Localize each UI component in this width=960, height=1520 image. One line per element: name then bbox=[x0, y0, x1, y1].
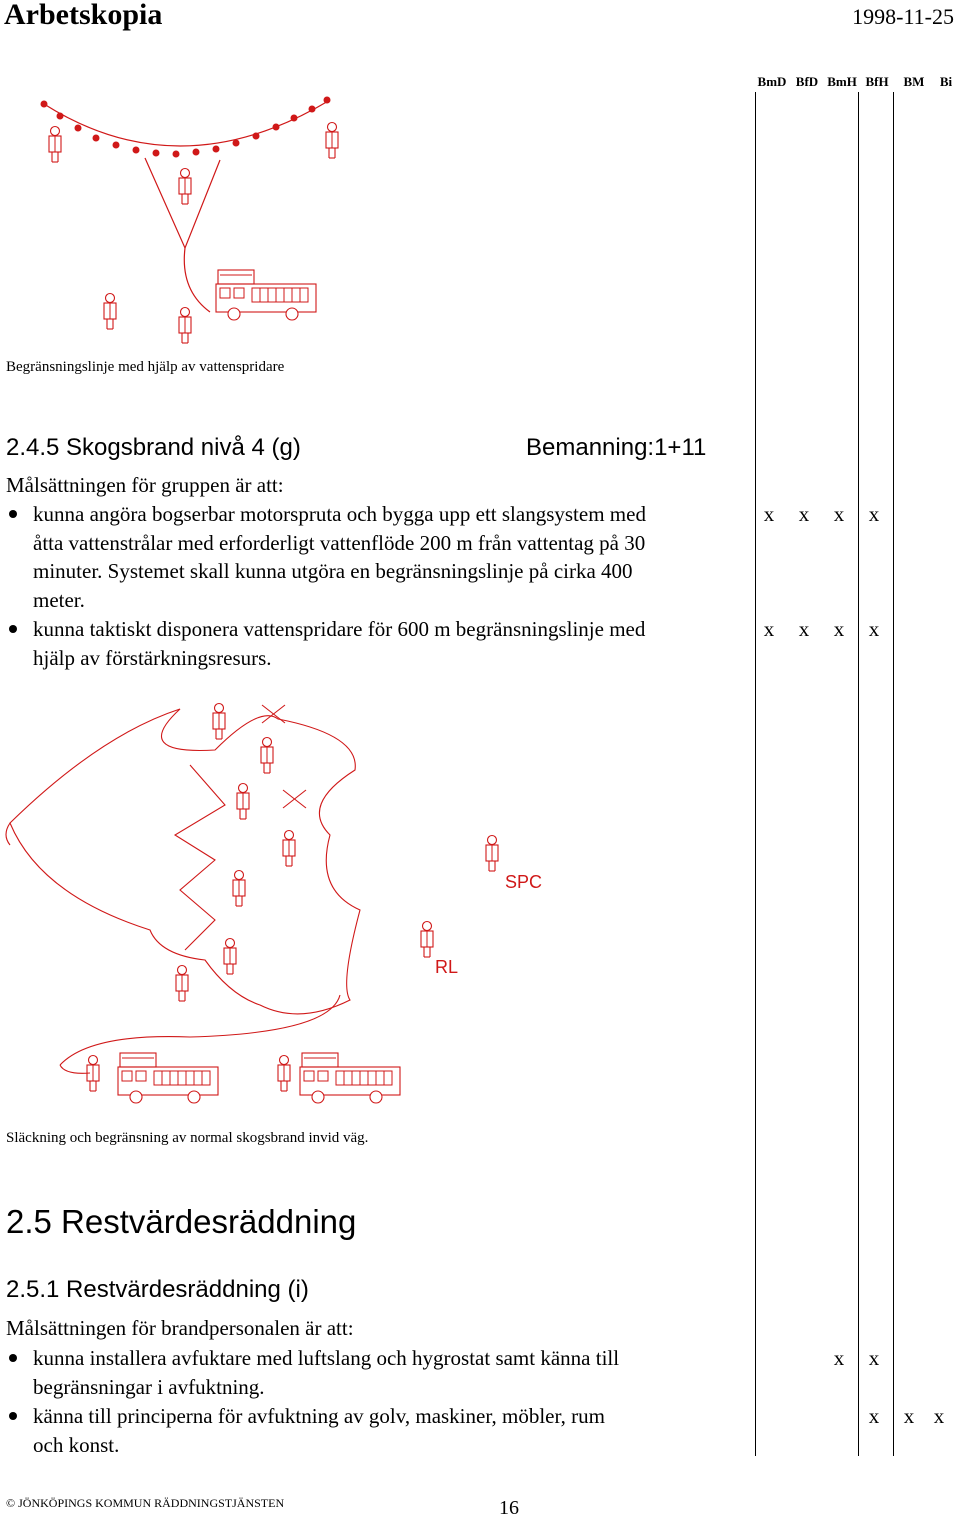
mark-bfd: x bbox=[798, 502, 810, 526]
section-heading: 2.4.5 Skogsbrand nivå 4 (g) bbox=[6, 434, 301, 461]
goal-intro: Målsättningen för gruppen är att: bbox=[6, 473, 284, 497]
hose-line bbox=[44, 100, 330, 146]
column-divider bbox=[893, 92, 894, 1456]
mark-bfd: x bbox=[798, 617, 810, 641]
rl-label: RL bbox=[435, 957, 459, 977]
mark-bfh: x bbox=[868, 617, 880, 641]
document-date: 1998-11-25 bbox=[852, 4, 954, 29]
spc-label: SPC bbox=[505, 872, 543, 892]
person-icon bbox=[486, 836, 498, 872]
person-icon bbox=[104, 294, 116, 330]
section-heading: 2.5.1 Restvärdesräddning (i) bbox=[6, 1276, 309, 1303]
bullet-icon bbox=[9, 625, 17, 633]
column-header-bfd: BfD bbox=[795, 74, 819, 89]
column-header-bfh: BfH bbox=[865, 74, 889, 89]
column-header-bm: BM bbox=[903, 74, 925, 89]
staffing-label: Bemanning:1+11 bbox=[526, 434, 707, 461]
fire-truck-icon bbox=[216, 270, 316, 320]
person-icon bbox=[261, 738, 273, 774]
forest-fire-diagram bbox=[0, 695, 560, 1115]
column-header-bmh: BmH bbox=[827, 74, 857, 89]
person-icon bbox=[49, 127, 61, 163]
person-icon bbox=[278, 1056, 290, 1092]
mark-bmd: x bbox=[763, 617, 775, 641]
mark-bmh: x bbox=[833, 617, 845, 641]
sprinkler-icon bbox=[41, 97, 331, 158]
mark-bmd: x bbox=[763, 502, 775, 526]
mark-bi: x bbox=[933, 1404, 945, 1428]
person-icon bbox=[179, 308, 191, 344]
person-icon bbox=[421, 922, 433, 958]
goal-intro: Målsättningen för brandpersonalen är att: bbox=[6, 1316, 354, 1340]
fire-truck-icon bbox=[300, 1053, 400, 1103]
page-number: 16 bbox=[499, 1497, 519, 1519]
goal-item: kunna angöra bogserbar motorspruta och bygga upp ett slangsystem med åtta vattenstrålar med erforderligt vattenflöde 200 m från vattentag på 30 minuter. Systemet skall kunna utgöra en begränsningslinje på cirka 400 meter. bbox=[33, 502, 646, 612]
mark-bm: x bbox=[903, 1404, 915, 1428]
mark-bfh: x bbox=[868, 1346, 880, 1370]
goal-item: kunna taktiskt disponera vattenspridare för 600 m begränsningslinje med hjälp av förstärkningsresurs. bbox=[33, 617, 646, 670]
sprinkler-boundary-diagram bbox=[30, 90, 360, 350]
person-icon bbox=[213, 704, 225, 740]
person-icon bbox=[326, 123, 338, 159]
person-icon bbox=[176, 966, 188, 1002]
hose-line bbox=[175, 765, 225, 950]
bullet-icon bbox=[9, 1412, 17, 1420]
bullet-icon bbox=[9, 1354, 17, 1362]
bullet-icon bbox=[9, 510, 17, 518]
person-icon bbox=[283, 831, 295, 867]
mark-bmh: x bbox=[833, 1346, 845, 1370]
fire-boundary bbox=[10, 709, 360, 1014]
section-heading: 2.5 Restvärdesräddning bbox=[6, 1203, 357, 1240]
column-header-bi: Bi bbox=[939, 74, 953, 89]
mark-bfh: x bbox=[868, 1404, 880, 1428]
column-divider bbox=[755, 92, 756, 1456]
person-icon bbox=[179, 169, 191, 205]
person-icon bbox=[224, 939, 236, 975]
footer-organization: © JÖNKÖPINGS KOMMUN RÄDDNINGSTJÄNSTEN bbox=[6, 1496, 285, 1510]
mark-bfh: x bbox=[868, 502, 880, 526]
person-icon bbox=[237, 784, 249, 820]
column-header-bmd: BmD bbox=[757, 74, 787, 89]
document-title: Arbetskopia bbox=[4, 0, 163, 31]
fire-truck-icon bbox=[118, 1053, 218, 1103]
column-divider bbox=[858, 92, 859, 1456]
goal-item: kunna installera avfuktare med luftslang och hygrostat samt känna till begränsningar i avfuktning. bbox=[33, 1346, 620, 1399]
figure2-caption: Släckning och begränsning av normal skogsbrand invid väg. bbox=[6, 1130, 369, 1146]
person-icon bbox=[233, 871, 245, 907]
mark-bmh: x bbox=[833, 502, 845, 526]
figure1-caption: Begränsningslinje med hjälp av vattenspridare bbox=[6, 359, 285, 375]
goal-item: känna till principerna för avfuktning av golv, maskiner, möbler, rum och konst. bbox=[33, 1404, 605, 1457]
